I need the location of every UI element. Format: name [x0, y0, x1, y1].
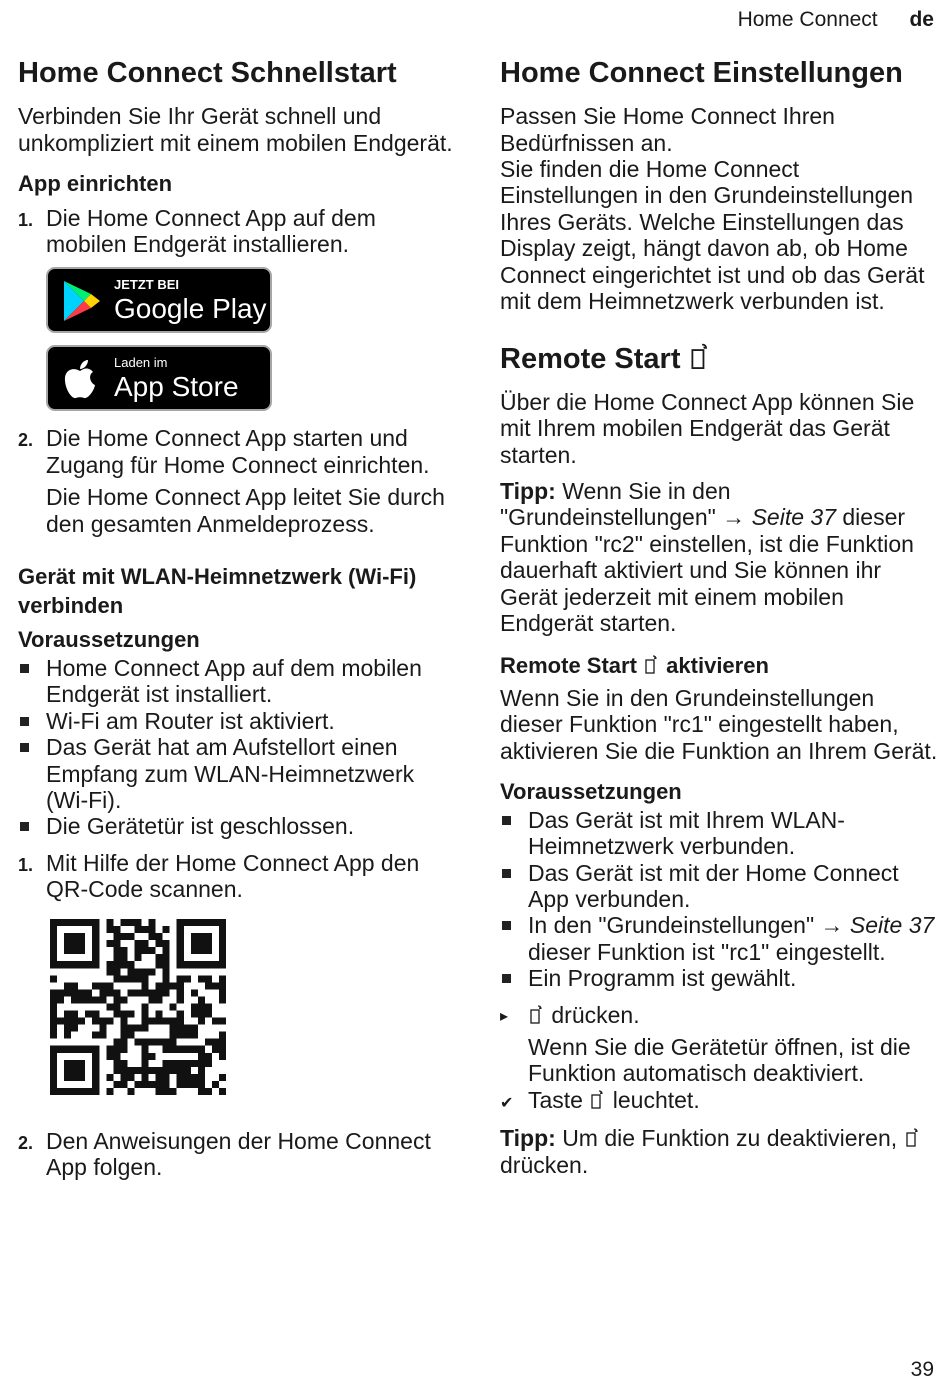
prereq-list: [18, 655, 458, 840]
step-number: 1.: [18, 854, 34, 875]
list-text: In den "Grundeinstellungen" →: [528, 912, 844, 939]
quickstart-title: Home Connect Schnellstart: [18, 57, 397, 89]
left-column: [18, 55, 458, 1180]
remote-start-icon: [691, 343, 709, 371]
result-text: leuchtet.: [612, 1086, 700, 1113]
action-text: drücken.: [551, 1001, 640, 1028]
google-play-badge[interactable]: [46, 267, 272, 333]
activate-heading: [500, 652, 940, 681]
remote-start-intro: Über die Home Connect App können Sie mit Ihrem mobilen Endgerät das Gerät starten.: [500, 388, 915, 468]
result-text: Taste: [528, 1086, 583, 1113]
tipp-rc2: [500, 478, 940, 636]
check-icon: ✔: [500, 1094, 514, 1112]
tipp-text: Um die Funktion zu deaktivieren,: [562, 1125, 898, 1152]
tipp-label: Tipp:: [500, 477, 556, 504]
list-item: Das Gerät ist mit der Home Connect App verbunden.: [500, 860, 940, 913]
page-number: 39: [910, 1358, 934, 1381]
remote-start-label: Remote Start: [500, 342, 681, 375]
remote-start-icon: [591, 1090, 604, 1110]
action-marker: ▸: [500, 1007, 509, 1025]
header-section: Home Connect: [737, 8, 878, 31]
list-item: Das Gerät hat am Aufstellort einen Empfang zum WLAN-Heimnetzwerk (Wi-Fi).: [18, 734, 458, 813]
step-follow: [18, 1128, 458, 1181]
google-play-icon: [60, 279, 104, 328]
quickstart-intro: Verbinden Sie Ihr Gerät schnell und unkompliziert mit einem mobilen Endgerät.: [18, 103, 453, 156]
prereq-heading: Voraussetzungen: [500, 779, 682, 805]
list-text: dieser Funktion ist "rc1" eingestellt.: [528, 938, 886, 965]
step-number: 1.: [18, 209, 34, 230]
tipp-text: Wenn Sie in den "Grundeinstellungen" →: [500, 477, 746, 531]
remote-start-icon: [645, 655, 658, 675]
step-scan: [18, 850, 458, 903]
app-setup-heading: App einrichten: [18, 171, 173, 197]
right-column: [500, 55, 940, 1178]
page-reference[interactable]: Seite 37: [751, 504, 836, 531]
app-store-badge[interactable]: [46, 345, 272, 411]
tipp-text: dieser Funktion "rc2" einstellen, ist die Funktion dauerhaft aktiviert und Sie können ihr Gerät jederzeit mit einem mobilen Endgerät starten.: [500, 504, 914, 636]
activate-label: aktivieren: [666, 653, 769, 679]
settings-p2: Sie finden die Home Connect Einstellungen in den Grundeinstellungen Ihres Geräts. Welche Einstellungen das Display zeigt, hängt davon ab, ob Home Connect eingerichtet ist und ob das Gerät mit dem Heimnetzwerk verbunden ist.: [500, 156, 925, 315]
step-number: 2.: [18, 430, 34, 451]
prereq-list: [500, 807, 940, 992]
apple-badge-small: Laden im: [114, 355, 168, 371]
list-item: Die Gerätetür ist geschlossen.: [18, 813, 458, 839]
tipp-deactivate: [500, 1125, 940, 1178]
page-header: [738, 8, 934, 32]
step-text: Die Home Connect App starten und Zugang für Home Connect einrichten.: [46, 425, 430, 478]
google-badge-big: Google Play: [114, 293, 267, 325]
list-item: Ein Programm ist gewählt.: [500, 965, 940, 991]
step-number: 2.: [18, 1132, 34, 1153]
remote-start-title: [500, 341, 940, 377]
qr-code[interactable]: [50, 919, 226, 1095]
list-item: Das Gerät ist mit Ihrem WLAN-Heimnetzwerk verbunden.: [500, 807, 940, 860]
step-note: Die Home Connect App leitet Sie durch den gesamten Anmeldeprozess.: [46, 484, 445, 537]
wifi-heading: Gerät mit WLAN-Heimnetzwerk (Wi-Fi) verbinden: [18, 564, 417, 618]
header-language: de: [909, 8, 934, 31]
google-badge-small: JETZT BEI: [114, 277, 180, 293]
settings-p1: Passen Sie Home Connect Ihren Bedürfnissen an.: [500, 103, 835, 156]
step-start-app: [18, 425, 458, 478]
activate-text: Wenn Sie in den Grundeinstellungen dieser Funktion "rc1" eingestellt haben, aktivieren Sie die Funktion an Ihrem Gerät.: [500, 685, 938, 764]
action-step: [500, 1002, 940, 1028]
remote-start-icon: [906, 1128, 919, 1148]
action-note: Wenn Sie die Gerätetür öffnen, ist die Funktion automatisch deaktiviert.: [528, 1034, 911, 1087]
page-reference[interactable]: Seite 37: [849, 912, 935, 939]
step-text: Die Home Connect App auf dem mobilen Endgerät installieren.: [46, 204, 376, 258]
activate-label: Remote Start: [500, 653, 637, 679]
tipp-label: Tipp:: [500, 1125, 556, 1152]
settings-title: Home Connect Einstellungen: [500, 57, 903, 89]
list-item: [500, 912, 940, 965]
step-text: Mit Hilfe der Home Connect App den QR-Code scannen.: [46, 849, 420, 903]
apple-icon: [60, 357, 100, 406]
tipp-text: drücken.: [500, 1151, 589, 1178]
list-item: Wi-Fi am Router ist aktiviert.: [18, 708, 458, 734]
step-text: Den Anweisungen der Home Connect App folgen.: [46, 1127, 431, 1180]
prereq-heading: Voraussetzungen: [18, 627, 200, 653]
result-step: [500, 1087, 940, 1113]
list-item: Home Connect App auf dem mobilen Endgerät ist installiert.: [18, 655, 458, 708]
remote-start-icon: [530, 1005, 543, 1025]
apple-badge-big: App Store: [114, 371, 239, 403]
step-install: [18, 205, 458, 258]
